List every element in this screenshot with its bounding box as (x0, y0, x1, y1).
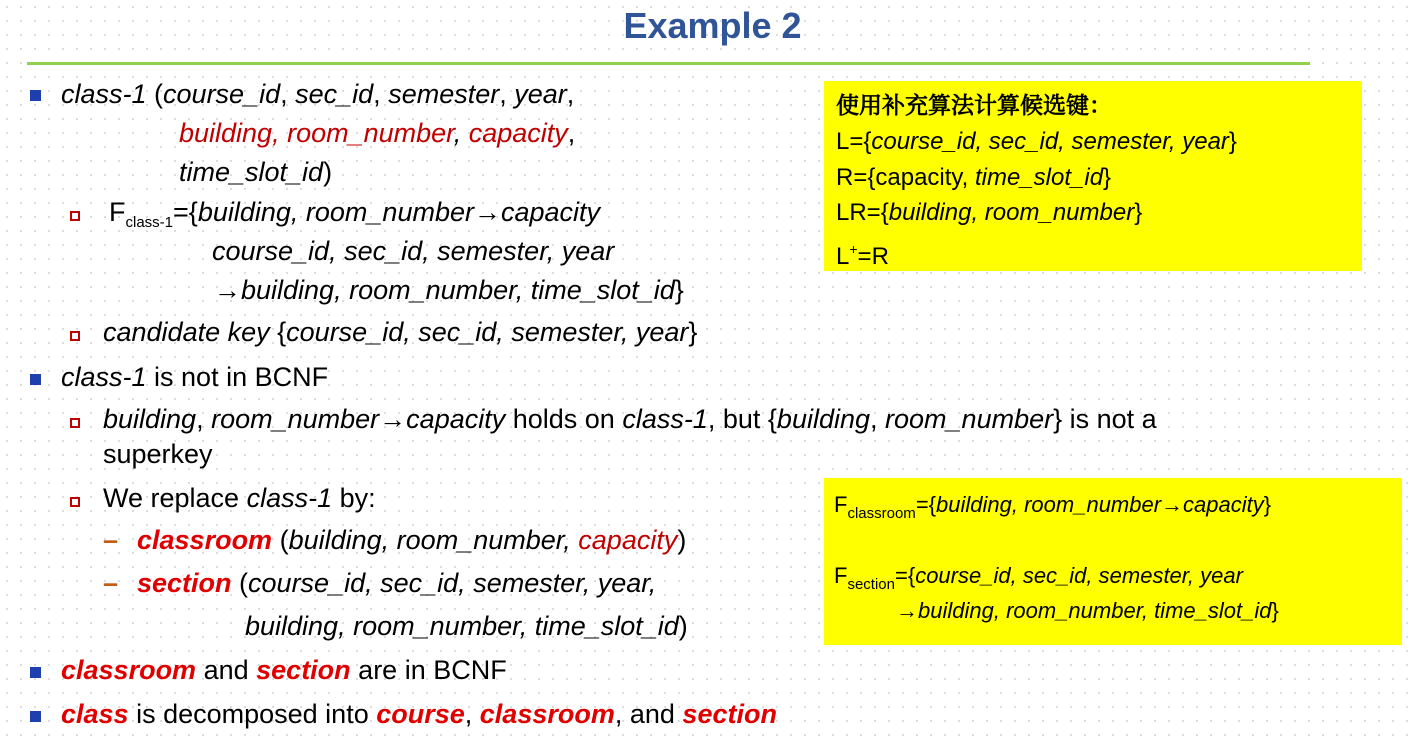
text: We replace (103, 483, 247, 513)
classroom-term: classroom (61, 655, 197, 685)
attr: course_id (871, 128, 976, 155)
class1-schema-line-1 (61, 77, 574, 111)
attr: room_number (353, 611, 520, 641)
attr: semester (511, 317, 621, 347)
attr: sec_id (295, 79, 374, 109)
sep: , (499, 79, 515, 109)
attr: room_number (305, 197, 474, 227)
sep: , (971, 199, 985, 226)
sub-bullet-marker (70, 211, 80, 221)
sep: , and (614, 699, 683, 729)
not-bcnf-line (61, 360, 328, 394)
class1-schema-line-3 (179, 155, 332, 189)
attr: semester (388, 79, 500, 109)
paren: ) (678, 611, 688, 641)
holds-on-line (103, 402, 1157, 436)
attr: room_number (349, 275, 516, 305)
class1-term: class-1 (246, 483, 333, 513)
attr: building (288, 525, 382, 555)
attr: room_number (1024, 492, 1162, 517)
attr: building (197, 197, 291, 227)
class1-term: class-1 (61, 362, 147, 392)
attr: sec_id (344, 236, 423, 266)
attr-red: capacity (468, 118, 568, 148)
attr: time_slot_id (1154, 598, 1272, 623)
attr: course_id (248, 568, 366, 598)
attr: building (103, 404, 197, 434)
sep: , (458, 568, 474, 598)
sep: , (515, 275, 531, 305)
callout-f-classroom (834, 491, 1271, 528)
attr: room_number (211, 404, 380, 434)
sub-bullet-marker (70, 497, 80, 507)
sep: } (1103, 164, 1112, 191)
text: is not in BCNF (146, 362, 329, 392)
dash-marker: – (103, 525, 119, 555)
class1-term: class-1 (61, 79, 147, 109)
sep: , (338, 611, 354, 641)
sep: , (381, 525, 397, 555)
sep: , (1010, 563, 1023, 588)
sep: , (373, 79, 389, 109)
sep: , (1141, 598, 1155, 623)
callout-f-section-2 (896, 597, 1279, 625)
fd-class1-line-2 (212, 234, 614, 268)
text: holds on (505, 404, 623, 434)
section-term: section (256, 655, 351, 685)
bullet-marker (30, 90, 41, 101)
callout-LR-line (836, 198, 1142, 228)
sep: , (1011, 492, 1025, 517)
sep: , (365, 568, 381, 598)
sep: , (422, 236, 438, 266)
attr: capacity (1183, 492, 1264, 517)
sep: } (1263, 492, 1272, 517)
attr: course_id (286, 317, 404, 347)
slide-title: Example 2 (623, 5, 802, 46)
attr: building (936, 492, 1012, 517)
attr: semester (1071, 128, 1169, 155)
sep: , (975, 128, 989, 155)
text: and (196, 655, 257, 685)
superscript: + (849, 241, 858, 257)
attr: time_slot_id (179, 157, 324, 187)
sep: , (280, 79, 296, 109)
attr: semester (1098, 563, 1188, 588)
sep: , (1187, 563, 1201, 588)
f-symbol: F (834, 563, 848, 588)
sep: , (453, 118, 469, 148)
callout-heading: 使用补充算法计算候选键： (836, 93, 1112, 119)
bullet-marker (30, 711, 41, 722)
section-schema-line-1 (103, 566, 656, 600)
fd-class1-line-3 (214, 273, 684, 307)
label: L (836, 243, 850, 270)
sep: , (329, 236, 345, 266)
sep-red: , (272, 118, 288, 148)
text: are in BCNF (350, 655, 507, 685)
sep: , (334, 275, 350, 305)
attr: sec_id (418, 317, 497, 347)
classroom-term: classroom (137, 525, 273, 555)
sep: , (870, 404, 886, 434)
attr: year (635, 317, 689, 347)
fd-decomposition-callout (824, 478, 1402, 645)
attr: room_number (1006, 598, 1142, 623)
sub-bullet-marker (70, 331, 80, 341)
callout-L-line (836, 127, 1237, 157)
attr: capacity (500, 197, 601, 227)
attr: year (1182, 128, 1229, 155)
sep: , (546, 236, 562, 266)
candidate-key-callout (824, 81, 1362, 271)
attr: year (597, 568, 649, 598)
arrow: → (379, 404, 407, 434)
classroom-term: classroom (479, 699, 615, 729)
callout-Lplus-line (836, 234, 889, 272)
attr: building (245, 611, 339, 641)
attr: building (776, 404, 870, 434)
attr: time_slot_id (534, 611, 679, 641)
attr: sec_id (1022, 563, 1087, 588)
sep: } (1134, 199, 1143, 226)
attr: capacity, (875, 164, 975, 191)
sep: , (403, 317, 419, 347)
attr: sec_id (380, 568, 459, 598)
label: L={ (836, 128, 872, 155)
sep: , (1058, 128, 1072, 155)
sep: , (519, 611, 535, 641)
sep: } (688, 317, 698, 347)
sep: } (1271, 598, 1279, 623)
sep: ={ (915, 492, 937, 517)
text: superkey (103, 439, 213, 469)
sep: , (620, 317, 636, 347)
f-symbol: F (834, 492, 848, 517)
attr: year (1200, 563, 1243, 588)
paren: ( (146, 79, 164, 109)
text: } is not a (1053, 404, 1157, 434)
sep: , (582, 568, 598, 598)
title-divider (27, 62, 1310, 65)
attr: building (241, 275, 335, 305)
sub-bullet-marker (70, 418, 80, 428)
attr: room_number (396, 525, 564, 555)
candidate-key-term: candidate key (103, 317, 270, 347)
sep: , (1168, 128, 1183, 155)
in-bcnf-line (61, 653, 507, 687)
label: R={ (836, 164, 876, 191)
we-replace-line (103, 481, 376, 515)
callout-R-line (836, 163, 1111, 193)
sep: , (464, 699, 480, 729)
attr: building (918, 598, 994, 623)
sep: , (290, 197, 306, 227)
paren: ) (677, 525, 687, 555)
dash-marker: – (103, 568, 119, 598)
sep: , (993, 598, 1007, 623)
attr: capacity (406, 404, 506, 434)
callout-f-section-1 (834, 562, 1243, 599)
label: LR={ (836, 199, 889, 226)
f-subscript: classroom (847, 505, 916, 522)
attr: room_number (885, 404, 1054, 434)
attr: semester (473, 568, 583, 598)
attr: course_id (212, 236, 330, 266)
attr: sec_id (988, 128, 1059, 155)
attr: course_id (163, 79, 281, 109)
section-term: section (682, 699, 777, 729)
arrow: → (214, 275, 241, 305)
attr: time_slot_id (974, 164, 1104, 191)
attr: course_id (915, 563, 1011, 588)
classroom-schema-line (103, 523, 686, 557)
sep: , (1086, 563, 1099, 588)
arrow: → (473, 197, 501, 227)
section-term: section (137, 568, 232, 598)
attr-red: building (179, 118, 273, 148)
f-subscript: class-1 (125, 214, 174, 231)
sep: } (1228, 128, 1237, 155)
paren: ) (323, 157, 333, 187)
sep: , (563, 525, 579, 555)
attr: room_number (984, 199, 1135, 226)
course-term: course (376, 699, 465, 729)
paren: ( (231, 568, 249, 598)
sep: { (269, 317, 287, 347)
class1-term: class-1 (622, 404, 708, 434)
sep: } (674, 275, 684, 305)
attr: building (888, 199, 972, 226)
section-schema-line-2 (245, 609, 688, 643)
attr-red: capacity (578, 525, 678, 555)
sep: ={ (173, 197, 198, 227)
arrow: → (896, 598, 918, 623)
attr: semester (437, 236, 547, 266)
sep: ={ (894, 563, 916, 588)
decomposed-line (61, 697, 777, 731)
bullet-marker (30, 667, 41, 678)
arrow: → (1161, 492, 1184, 517)
text: is decomposed into (128, 699, 377, 729)
superkey-line (103, 437, 213, 471)
text: by: (332, 483, 376, 513)
bullet-marker (30, 374, 41, 385)
label: =R (857, 243, 889, 270)
text: , but { (707, 404, 777, 434)
f-symbol: F (109, 197, 126, 227)
sep: , (566, 79, 575, 109)
attr: year (561, 236, 615, 266)
sep: , (648, 568, 657, 598)
class-term: class (61, 699, 129, 729)
paren: ( (272, 525, 289, 555)
sep: , (196, 404, 212, 434)
candidate-key-line (103, 315, 697, 349)
attr-red: room_number (287, 118, 454, 148)
class1-schema-line-2 (179, 116, 575, 150)
f-subscript: section (847, 576, 895, 593)
sep: , (567, 118, 576, 148)
sep: , (496, 317, 512, 347)
attr: time_slot_id (530, 275, 675, 305)
attr: year (514, 79, 567, 109)
